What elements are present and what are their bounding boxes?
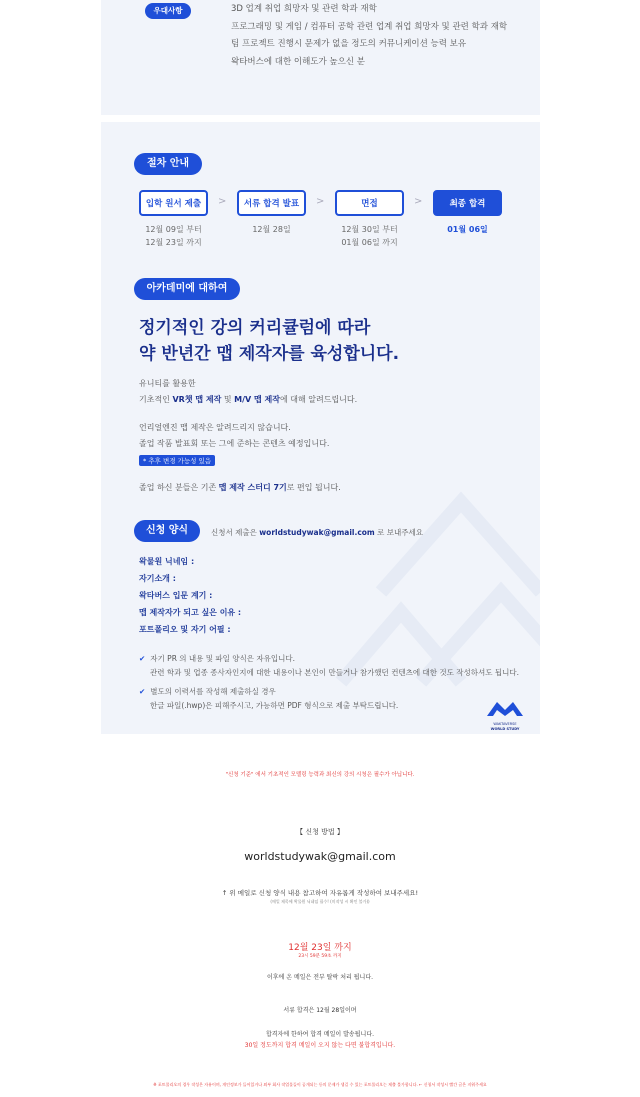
- list-item: 팀 프로젝트 진행시 문제가 없을 정도의 커뮤니케이션 능력 보유: [231, 39, 467, 49]
- method-title: 【 신청 방법 】: [296, 828, 344, 836]
- form-email[interactable]: worldstudywak@gmail.com: [259, 528, 375, 537]
- list-item: 3D 업계 취업 희망자 및 관련 학과 재학: [231, 4, 377, 14]
- method-instruction-sub: (메일 제목에 왁물원 닉네임 필수! (미작성 시 확인 불가)): [270, 899, 370, 904]
- step-date-final: 01월 06일: [447, 225, 488, 234]
- form-checks: ✔ 자기 PR 의 내용 및 파일 양식은 자유입니다. 관련 학과 및 업종 종사자인지에 대한 내용이나 본인이 만들거나 참가했던 컨텐츠에 대한 것도 작성하셔도 됩니다. ✔ 별도의 이력서를 작성해 제출하실 경우 한글 파일(.hwp)은 피해주시고, 가능하면 PDF 형식으로 제출 부탁드립니다.: [139, 654, 520, 710]
- mail-sent-note: 합격자에 한하여 합격 메일이 발송됩니다.: [265, 1031, 375, 1038]
- step-date-document: 12월 28일: [252, 225, 291, 234]
- form-fields: [139, 553, 241, 638]
- step-arrow-3: >: [414, 196, 423, 207]
- form-field: 맵 제작자가 되고 싶은 이유 :: [139, 608, 242, 617]
- list-item: 왁타버스에 대한 이해도가 높으신 분: [231, 56, 365, 67]
- step-date-interview: 12월 30일 부터 01월 06일 까지: [341, 225, 398, 247]
- world-study-logo: WAKTAVERSE WORLD STUDY: [485, 698, 525, 732]
- step-document-result: 서류 합격 발표: [237, 190, 306, 216]
- deadline: 12월 23일 까지: [288, 943, 352, 953]
- method-instruction: ↑ 위 메일로 신청 양식 내용 참고하여 자유롭게 작성하여 보내주세요!: [221, 889, 419, 897]
- step-interview: 면접: [335, 190, 404, 216]
- form-field: 왁물원 닉네임 :: [139, 557, 195, 566]
- about-body-3: 졸업 하신 분들은 기존 맵 제작 스터디 7기로 편입 됩니다.: [139, 483, 341, 492]
- step-application: 입학 원서 제출: [139, 190, 208, 216]
- step-arrow-2: >: [316, 196, 325, 207]
- form-note: 신청서 제출은 worldstudywak@gmail.com 로 보내주세요: [211, 528, 423, 537]
- method-email[interactable]: worldstudywak@gmail.com: [244, 850, 396, 863]
- requirement-note: "신청 기준" 에서 기초적인 모델링 능력과 최신의 강의 시청은 필수가 아닙니다.: [225, 772, 415, 778]
- about-headline: 정기적인 강의 커리큘럼에 따라 약 반년간 맵 제작자를 육성합니다.: [139, 318, 400, 364]
- change-tag: * 추후 변경 가능성 있음: [139, 455, 215, 466]
- step-date-application: 12월 09일 부터 12월 23일 까지: [145, 225, 202, 247]
- late-mail-note: 이후에 온 메일은 전부 탈락 처리 됩니다.: [266, 974, 374, 981]
- about-body-2: 언리얼엔진 맵 제작은 알려드리지 않습니다. 졸업 작품 발표회 또는 그에 준하는 콘텐츠 예정입니다.: [139, 423, 330, 448]
- form-field: 포트폴리오 및 자기 어필 :: [139, 625, 231, 634]
- about-badge: 아카데미에 대하여: [134, 278, 240, 300]
- check-icon: ✔: [139, 654, 146, 663]
- preferred-badge: 우대사항: [145, 3, 191, 19]
- step-final: 최종 합격: [433, 190, 502, 216]
- list-item: 프로그래밍 및 게임 / 컴퓨터 공학 관련 업계 취업 희망자 및 관련 학과 재학: [231, 21, 508, 32]
- about-body: 유니티를 활용한 기초적인 VR챗 맵 제작 및 M/V 맵 제작에 대해 알려드립니다.: [139, 379, 358, 404]
- deadline-sub: 23시 59분 59초 까지: [298, 954, 342, 959]
- logo-mark-icon: [485, 698, 525, 718]
- doc-result-note: 서류 합격은 12월 28일이며: [283, 1007, 357, 1014]
- form-field: 왁타버스 입문 계기 :: [139, 591, 213, 600]
- check-icon: ✔: [139, 687, 146, 696]
- preferred-list: [231, 1, 507, 71]
- form-field: 자기소개 :: [139, 574, 176, 583]
- no-mail-note: 30일 정도까지 합격 메일이 오지 않는 다면 불합격입니다.: [244, 1042, 396, 1049]
- form-badge: 신청 양식: [134, 520, 200, 542]
- process-badge: 절차 안내: [134, 153, 202, 175]
- step-arrow-1: >: [218, 196, 227, 207]
- footer-note: ※ 포트폴리오의 경우 작성은 자유이며, 개인정보가 들어있거나 외부 회사 작업물들이 공개되는 등의 문제가 생길 수 있는 포트폴리오는 제출 불가합니다. ← 신청서 작성시 빨간 글은 지워주세요: [153, 1082, 487, 1087]
